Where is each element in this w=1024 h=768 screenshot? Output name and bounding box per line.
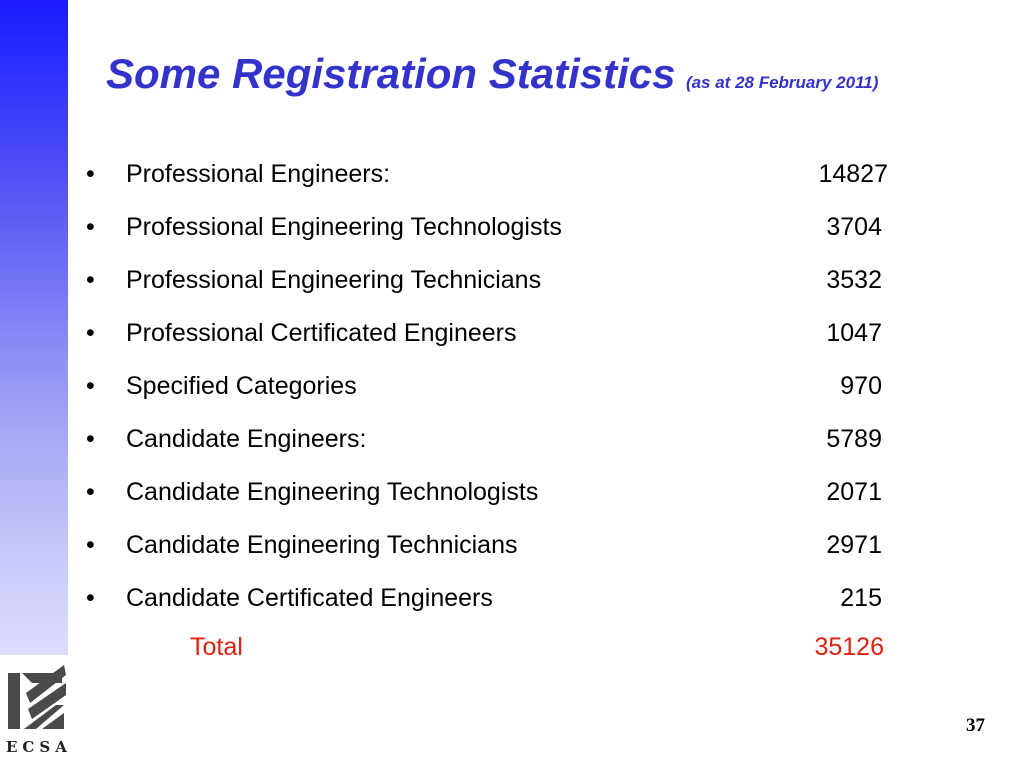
- list-item: [86, 478, 886, 518]
- item-label: Candidate Engineering Technicians: [126, 531, 518, 559]
- item-value: 2071: [826, 478, 882, 506]
- slide-title: Some Registration Statistics: [106, 50, 676, 97]
- list-item: [86, 160, 886, 200]
- list-item: [86, 266, 886, 306]
- bullet: •: [86, 584, 95, 612]
- list-item: [86, 319, 886, 359]
- item-label: Specified Categories: [126, 372, 357, 400]
- slide-title-row: [106, 50, 878, 98]
- item-value: 14827: [818, 160, 888, 188]
- item-value: 3704: [826, 213, 882, 241]
- logo-text: ECSA: [6, 738, 72, 756]
- ecsa-logo: [6, 665, 72, 760]
- item-label: Professional Certificated Engineers: [126, 319, 517, 347]
- list-item: [86, 531, 886, 571]
- bullet: •: [86, 213, 95, 241]
- item-label: Professional Engineering Technologists: [126, 213, 562, 241]
- bullet: •: [86, 160, 95, 188]
- ecsa-logo-icon: [6, 665, 68, 735]
- bullet: •: [86, 372, 95, 400]
- total-label: Total: [190, 633, 243, 661]
- item-value: 1047: [826, 319, 882, 347]
- slide-subtitle: (as at 28 February 2011): [685, 73, 879, 92]
- list-item: [86, 372, 886, 412]
- bullet: •: [86, 478, 95, 506]
- item-value: 3532: [826, 266, 882, 294]
- bullet: •: [86, 531, 95, 559]
- side-gradient-bar: [0, 0, 68, 655]
- list-item: [86, 584, 886, 624]
- item-value: 2971: [826, 531, 882, 559]
- list-item: [86, 213, 886, 253]
- item-value: 970: [840, 372, 882, 400]
- item-label: Candidate Engineering Technologists: [126, 478, 539, 506]
- item-label: Professional Engineers:: [126, 160, 391, 188]
- total-row: [86, 633, 886, 673]
- bullet: •: [86, 425, 95, 453]
- item-label: Candidate Certificated Engineers: [126, 584, 493, 612]
- bullet: •: [86, 266, 95, 294]
- list-item: [86, 425, 886, 465]
- item-value: 215: [840, 584, 882, 612]
- total-value: 35126: [814, 633, 884, 661]
- item-label: Professional Engineering Technicians: [126, 266, 542, 294]
- bullet: •: [86, 319, 95, 347]
- page-number: 37: [966, 715, 985, 736]
- item-value: 5789: [826, 425, 882, 453]
- item-label: Candidate Engineers:: [126, 425, 367, 453]
